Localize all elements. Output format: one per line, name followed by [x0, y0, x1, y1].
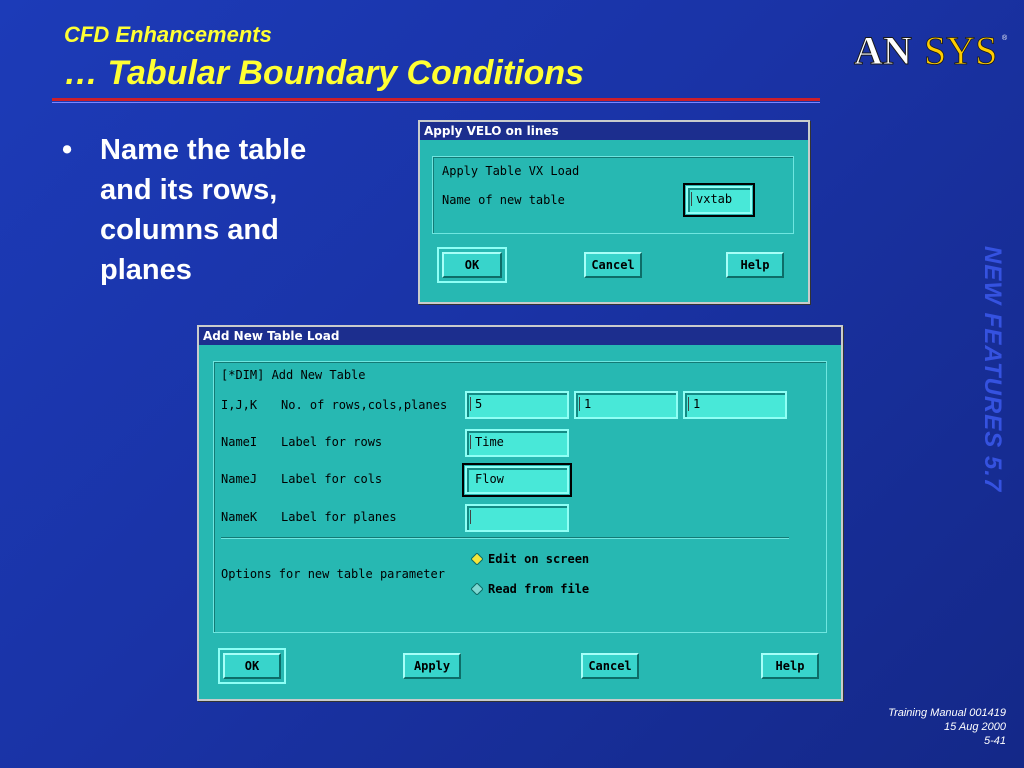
ijk-label: No. of rows,cols,planes: [281, 398, 448, 412]
text-cursor-icon: [688, 397, 689, 411]
table-name-input[interactable]: [686, 186, 752, 214]
rows-input[interactable]: [465, 391, 569, 419]
planes-input[interactable]: [683, 391, 787, 419]
namei-key: NameI: [221, 435, 258, 449]
logo-text-sys: SYS: [924, 28, 998, 72]
namek-key: NameK: [221, 510, 258, 524]
title-divider: [52, 98, 820, 101]
ok-button[interactable]: OK: [442, 252, 502, 278]
namei-label: Label for rows: [281, 435, 383, 449]
table-name-label: Name of new table: [442, 193, 565, 207]
ok-button[interactable]: OK: [223, 653, 281, 679]
row-label-input[interactable]: [465, 429, 569, 457]
dialog-heading: Apply Table VX Load: [442, 164, 580, 178]
text-cursor-icon: [691, 192, 692, 206]
cols-value: 1: [584, 397, 592, 411]
text-cursor-icon: [470, 510, 471, 524]
bullet-dot-icon: •: [62, 134, 73, 166]
option-edit-on-screen[interactable]: Edit on screen: [488, 552, 590, 566]
rows-value: 5: [475, 397, 483, 411]
bullet-text: Name the table and its rows, columns and planes: [100, 134, 307, 286]
add-new-table-dialog: [197, 325, 843, 701]
text-cursor-icon: [470, 435, 471, 449]
help-button[interactable]: Help: [726, 252, 784, 278]
side-label: NEW FEATURES 5.7: [979, 246, 1006, 493]
options-label: Options for new table parameter: [221, 567, 445, 581]
radio-edit-on-screen-icon[interactable]: [471, 553, 483, 565]
text-cursor-icon: [579, 397, 580, 411]
col-label-input[interactable]: [465, 466, 569, 494]
col-label-value: Flow: [475, 472, 504, 486]
footer: [888, 706, 1006, 748]
dialog-heading: [*DIM] Add New Table: [221, 368, 366, 382]
ansys-logo: [852, 26, 1012, 72]
cancel-button[interactable]: Cancel: [581, 653, 639, 679]
apply-button[interactable]: Apply: [403, 653, 461, 679]
radio-read-from-file-icon[interactable]: [471, 583, 483, 595]
apply-velo-dialog: [418, 120, 810, 304]
namej-key: NameJ: [221, 472, 258, 486]
namej-label: Label for cols: [281, 472, 383, 486]
slide-subtitle: CFD Enhancements: [64, 22, 272, 47]
logo-text-an: AN: [854, 28, 912, 72]
help-button[interactable]: Help: [761, 653, 819, 679]
planes-value: 1: [693, 397, 701, 411]
title-divider-highlight: [52, 102, 820, 103]
footer-date: 15 Aug 2000: [944, 721, 1006, 733]
dialog-titlebar: Add New Table Load: [199, 327, 841, 345]
svg-text:®: ®: [1002, 35, 1008, 42]
dialog-titlebar: Apply VELO on lines: [420, 122, 808, 140]
row-label-value: Time: [475, 435, 504, 449]
ijk-key: I,J,K: [221, 398, 258, 412]
slide-title: … Tabular Boundary Conditions: [64, 54, 585, 92]
footer-manual: Training Manual 001419: [888, 707, 1006, 719]
cancel-button[interactable]: Cancel: [584, 252, 642, 278]
cols-input[interactable]: [574, 391, 678, 419]
section-separator: [221, 537, 789, 539]
plane-label-input[interactable]: [465, 504, 569, 532]
table-name-value: vxtab: [696, 192, 733, 206]
footer-page: 5-41: [983, 735, 1006, 747]
namek-label: Label for planes: [281, 510, 397, 524]
text-cursor-icon: [470, 397, 471, 411]
option-read-from-file[interactable]: Read from file: [488, 582, 590, 596]
